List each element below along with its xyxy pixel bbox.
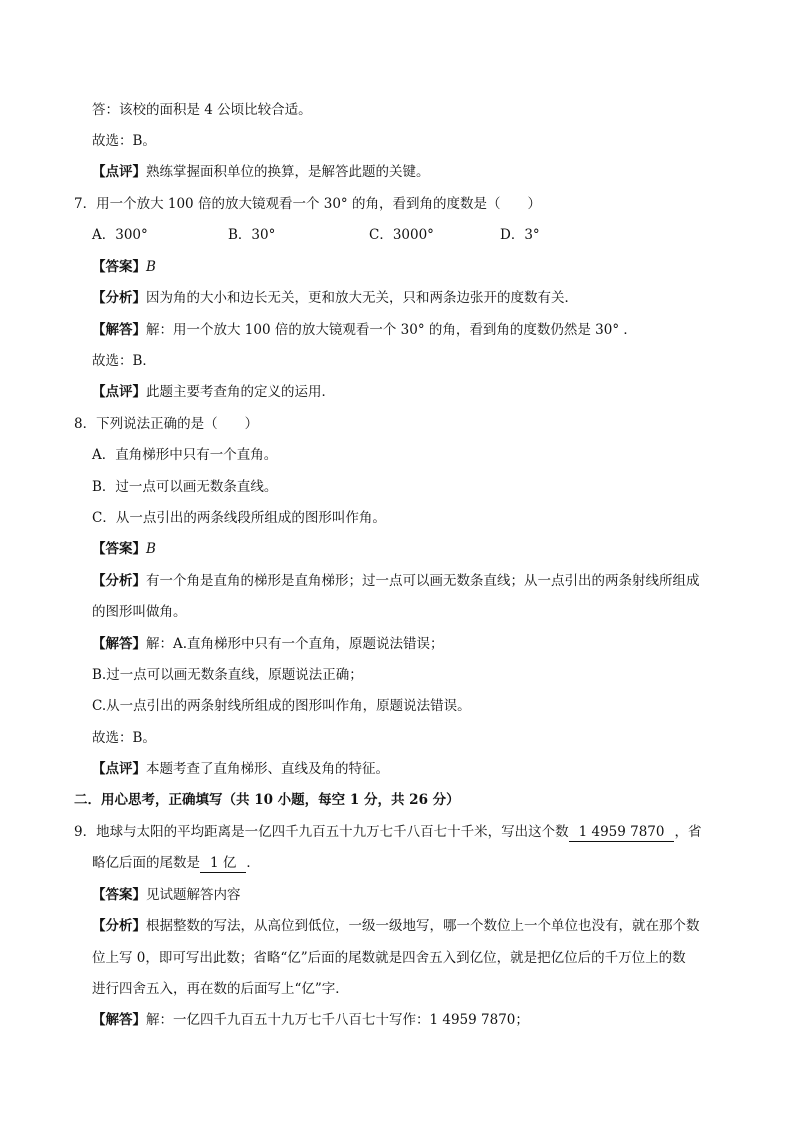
q7-option-d: D．3° — [500, 227, 540, 243]
q7-comment: 【点评】此题主要考查角的定义的运用． — [92, 384, 335, 400]
q7-option-b: B．30° — [228, 227, 276, 243]
q7-option-c: C．3000° — [369, 227, 434, 243]
choice-line: 故选：B。 — [92, 133, 156, 149]
q9-analysis-3: 进行四舍五入，再在数的后面写上“亿”字． — [92, 981, 349, 997]
q8-solution-3: C.从一点引出的两条射线所组成的图形叫作角，原题说法错误。 — [92, 698, 471, 714]
q9-answer: 【答案】见试题解答内容 — [92, 887, 241, 903]
q7-option-a: A．300° — [92, 227, 148, 243]
q9-blank-2: 1 亿 — [200, 855, 246, 873]
question-9-line-2: 略亿后面的尾数是 1 亿 ． — [92, 855, 260, 871]
q8-solution-2: B.过一点可以画无数条直线，原题说法正确； — [92, 667, 363, 683]
comment-line: 【点评】熟练掌握面积单位的换算，是解答此题的关键。 — [92, 164, 430, 180]
question-7: 7．用一个放大 100 倍的放大镜观看一个 30° 的角，看到角的度数是（ ） — [74, 196, 541, 212]
question-8: 8．下列说法正确的是（ ） — [74, 416, 259, 432]
question-9-line-1: 9．地球与太阳的平均距离是一亿四千九百五十九万七千八百七十千米，写出这个数 1 4959 7870 ，省 — [74, 824, 702, 840]
q8-solution-1: 【解答】解：A.直角梯形中只有一个直角，原题说法错误； — [92, 636, 444, 652]
q9-blank-1: 1 4959 7870 — [569, 824, 675, 842]
q8-analysis-1: 【分析】有一个角是直角的梯形是直角梯形；过一点可以画无数条直线；从一点引出的两条射线所组成 — [92, 573, 700, 589]
answer-line: 答：该校的面积是 4 公顷比较合适。 — [92, 102, 312, 118]
q9-analysis-1: 【分析】根据整数的写法，从高位到低位，一级一级地写，哪一个数位上一个单位也没有，就在那个数 — [92, 918, 700, 934]
q9-solution: 【解答】解：一亿四千九百五十九万七千八百七十写作：1 4959 7870； — [92, 1012, 529, 1028]
q8-option-b: B．过一点可以画无数条直线。 — [92, 479, 278, 495]
q8-choice: 故选：B。 — [92, 730, 156, 746]
q7-choice: 故选：B． — [92, 353, 156, 369]
q8-answer: 【答案】B — [92, 541, 156, 557]
section-2-heading: 二．用心思考，正确填写（共 10 小题，每空 1 分，共 26 分） — [74, 792, 460, 808]
q8-analysis-2: 的图形叫做角。 — [92, 604, 187, 620]
q8-option-c: C．从一点引出的两条线段所组成的图形叫作角。 — [92, 510, 386, 526]
q7-solution: 【解答】解：用一个放大 100 倍的放大镜观看一个 30° 的角，看到角的度数仍然是 30° ． — [92, 322, 637, 338]
q7-answer: 【答案】B — [92, 259, 156, 275]
q9-analysis-2: 位上写 0，即可写出此数；省略“亿”后面的尾数就是四舍五入到亿位，就是把亿位后的千万位上的数 — [92, 950, 686, 966]
q8-option-a: A．直角梯形中只有一个直角。 — [92, 447, 278, 463]
q8-comment: 【点评】本题考查了直角梯形、直线及角的特征。 — [92, 761, 389, 777]
q7-analysis: 【分析】因为角的大小和边长无关，更和放大无关，只和两条边张开的度数有关． — [92, 290, 578, 306]
